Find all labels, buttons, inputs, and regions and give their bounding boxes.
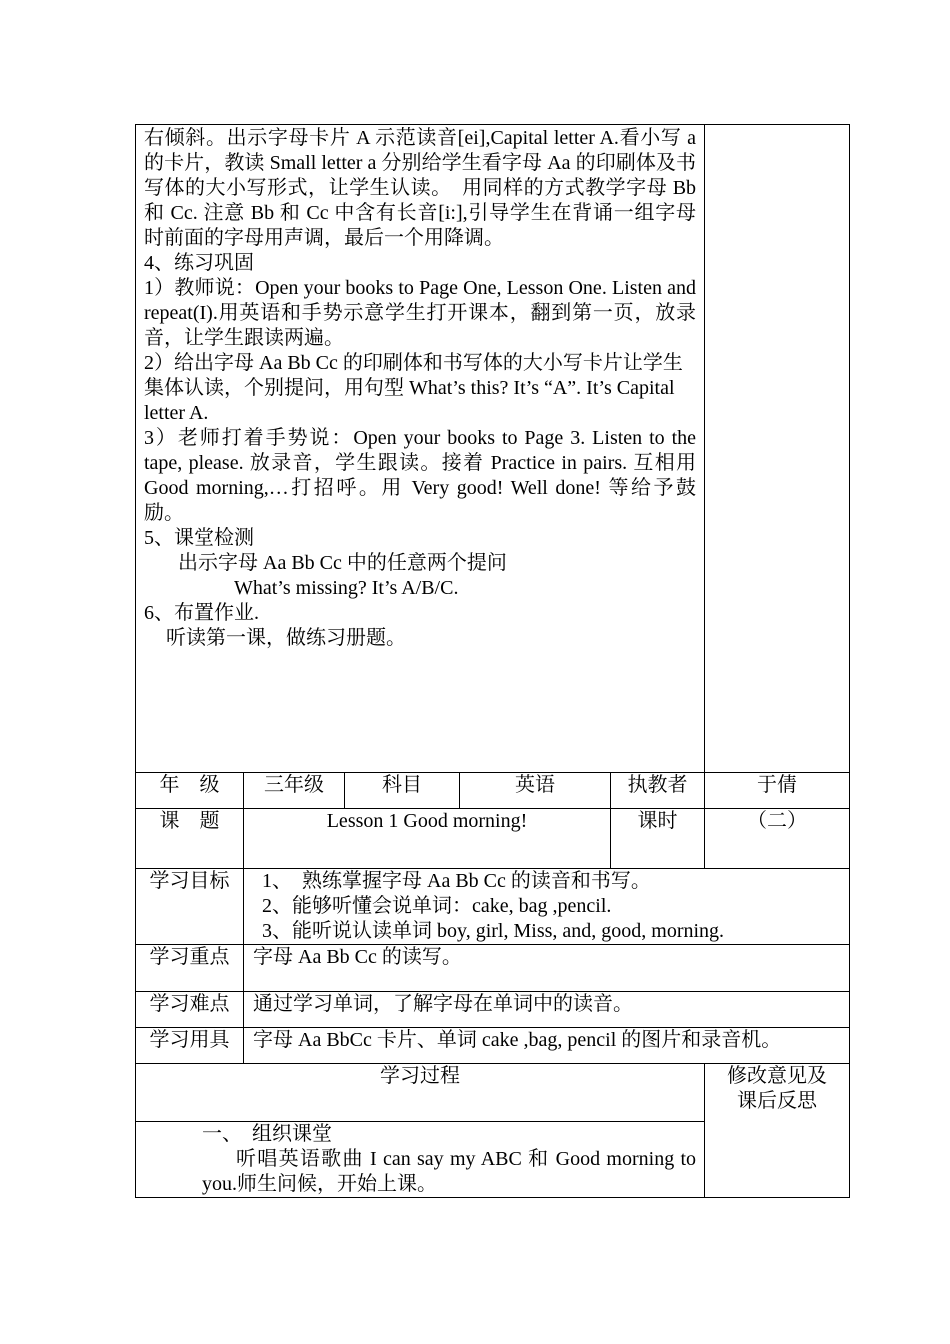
- content-paragraph: 3）老师打着手势说：Open your books to Page 3. Listen to the tape, please. 放录音，学生跟读。接着 Practice in pairs. 互相用 Good morning,…打招呼。用 Very good! Well done! 等给予鼓励。: [144, 427, 697, 524]
- section-heading-practice: 4、练习巩固: [144, 252, 254, 274]
- key-points-label: 学习重点: [136, 945, 244, 992]
- tools-row: [136, 1028, 850, 1064]
- content-paragraph: 2）给出字母 Aa Bb Cc 的印刷体和书写体的大小写卡片让学生集体认读，个别提问，用句型 What’s this? It’s “A”. It’s Capital letter A.: [144, 352, 683, 424]
- content-continuation-row: [136, 125, 850, 773]
- process-header-row: [136, 1064, 850, 1122]
- subject-label: 科目: [345, 773, 460, 809]
- goal-item: 1、 熟练掌握字母 Aa Bb Cc 的读音和书写。: [262, 870, 651, 892]
- lesson-plan-table: [135, 124, 850, 1198]
- period-value: （二）: [705, 809, 850, 869]
- section-heading-homework: 6、布置作业.: [144, 602, 259, 624]
- period-label: 课时: [611, 809, 705, 869]
- subject-value: 英语: [460, 773, 611, 809]
- goals-label: 学习目标: [136, 869, 244, 945]
- content-paragraph: 出示字母 Aa Bb Cc 中的任意两个提问: [178, 552, 507, 574]
- content-paragraph: 1）教师说：Open your books to Page One, Lesson One. Listen and repeat(I).用英语和手势示意学生打开课本，翻到第一页，放录音，让学生跟读两遍。: [144, 277, 697, 349]
- info-row: [136, 773, 850, 809]
- difficulties-value: 通过学习单词，了解字母在单词中的读音。: [244, 992, 850, 1028]
- content-paragraph: What’s missing? It’s A/B/C.: [234, 577, 459, 599]
- grade-value: 三年级: [244, 773, 345, 809]
- difficulties-row: [136, 992, 850, 1028]
- topic-value: Lesson 1 Good morning!: [244, 809, 611, 869]
- feedback-cell: [705, 125, 850, 773]
- step-text: 听唱英语歌曲 I can say my ABC 和 Good morning to you.师生问候，开始上课。: [202, 1148, 697, 1195]
- tools-value: 字母 Aa BbCc 卡片、单词 cake ,bag, pencil 的图片和录音机。: [244, 1028, 850, 1064]
- goal-item: 3、能听说认读单词 boy, girl, Miss, and, good, morning.: [262, 920, 725, 942]
- goals-cell: [244, 869, 850, 945]
- section-heading-check: 5、课堂检测: [144, 527, 254, 549]
- teacher-value: 于倩: [705, 773, 850, 809]
- difficulties-label: 学习难点: [136, 992, 244, 1028]
- step-title: 一、 组织课堂: [202, 1123, 332, 1145]
- key-points-row: [136, 945, 850, 992]
- topic-label: 课 题: [136, 809, 244, 869]
- tools-label: 学习用具: [136, 1028, 244, 1064]
- topic-row: [136, 809, 850, 869]
- key-points-value: 字母 Aa Bb Cc 的读写。: [244, 945, 850, 992]
- goals-row: [136, 869, 850, 945]
- process-header: 学习过程: [136, 1064, 705, 1122]
- content-paragraph: 右倾斜。出示字母卡片 A 示范读音[ei],Capital letter A.看小写 a 的卡片，教读 Small letter a 分别给学生看字母 Aa 的印刷体及书写体的大小写形式，让学生认读。 用同样的方式教学字母 Bb 和 Cc. 注意 Bb 和 Cc 中含有长音[i:],引导学生在背诵一组字母时前面的字母用声调，最后一个用降调。: [144, 127, 697, 249]
- teacher-label: 执教者: [611, 773, 705, 809]
- content-cell: [136, 125, 705, 773]
- feedback-header: 修改意见及课后反思: [705, 1064, 850, 1198]
- goal-item: 2、能够听懂会说单词：cake, bag ,pencil.: [262, 895, 612, 917]
- process-step-cell: [136, 1122, 705, 1198]
- grade-label: 年 级: [136, 773, 244, 809]
- content-paragraph: 听读第一课，做练习册题。: [166, 627, 406, 649]
